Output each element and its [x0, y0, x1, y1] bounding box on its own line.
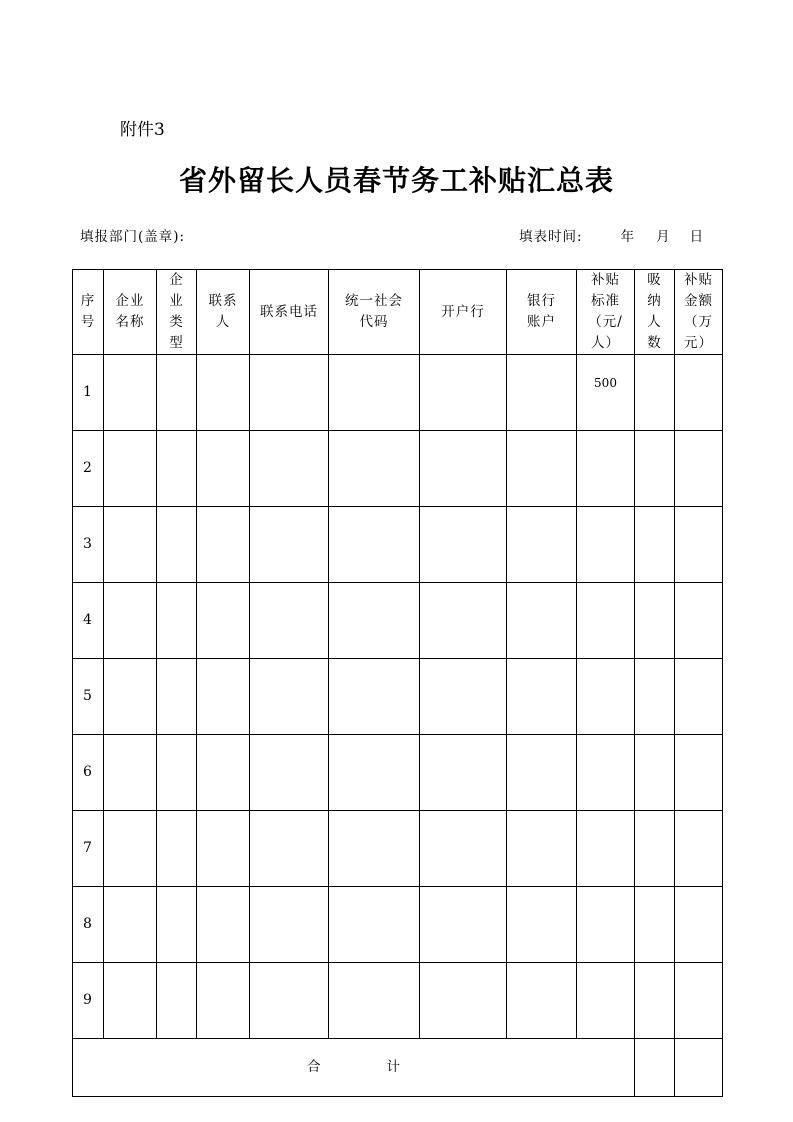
employees-absorbed-cell — [635, 735, 675, 811]
contact-person-cell — [197, 431, 250, 507]
header-cell-company-type: 企 业 类 型 — [157, 270, 197, 355]
employees-absorbed-cell — [635, 355, 675, 431]
bank-account-cell — [507, 811, 577, 887]
company-name-cell — [104, 811, 157, 887]
contact-person-cell — [197, 887, 250, 963]
year-label: 年 — [620, 229, 636, 245]
bank-account-cell — [507, 735, 577, 811]
bank-name-cell — [420, 355, 507, 431]
contact-person-cell — [197, 811, 250, 887]
contact-phone-cell — [250, 431, 329, 507]
bank-name-cell — [420, 583, 507, 659]
bank-name-cell — [420, 811, 507, 887]
social-credit-code-cell — [329, 963, 420, 1039]
month-label: 月 — [656, 229, 671, 245]
company-name-cell — [104, 735, 157, 811]
row-index-cell: 3 — [73, 507, 104, 583]
company-type-cell — [157, 735, 197, 811]
contact-phone-cell — [250, 735, 329, 811]
company-name-cell — [104, 355, 157, 431]
subsidy-amount-cell — [675, 887, 723, 963]
header-cell-bank-account: 银行 账户 — [507, 270, 577, 355]
subsidy-summary-table — [72, 269, 723, 1097]
employees-absorbed-cell — [635, 659, 675, 735]
bank-name-cell — [420, 887, 507, 963]
bank-account-cell — [507, 887, 577, 963]
company-name-cell — [104, 431, 157, 507]
subsidy-standard-cell — [577, 659, 635, 735]
header-cell-contact-person: 联系 人 — [197, 270, 250, 355]
contact-phone-cell — [250, 659, 329, 735]
header-cell-index: 序 号 — [73, 270, 104, 355]
bank-name-cell — [420, 659, 507, 735]
total-label-second: 计 — [386, 1059, 400, 1075]
subsidy-standard-cell: 500 — [577, 355, 635, 431]
header-cell-employees-absorbed: 吸 纳 人 数 — [635, 270, 675, 355]
contact-person-cell — [197, 735, 250, 811]
subsidy-amount-cell — [675, 811, 723, 887]
contact-phone-cell — [250, 507, 329, 583]
header-cell-company-name: 企业 名称 — [104, 270, 157, 355]
table-row — [73, 735, 723, 811]
company-type-cell — [157, 811, 197, 887]
contact-phone-cell — [250, 811, 329, 887]
social-credit-code-cell — [329, 355, 420, 431]
total-subsidy-amount-cell — [675, 1039, 723, 1097]
header-cell-subsidy-standard: 补贴 标准 （元/ 人） — [577, 270, 635, 355]
subsidy-amount-cell — [675, 963, 723, 1039]
employees-absorbed-cell — [635, 963, 675, 1039]
subsidy-standard-cell — [577, 507, 635, 583]
employees-absorbed-cell — [635, 431, 675, 507]
employees-absorbed-cell — [635, 811, 675, 887]
bank-name-cell — [420, 507, 507, 583]
document-title: 省外留长人员春节务工补贴汇总表 — [178, 164, 614, 197]
row-index-cell: 2 — [73, 431, 104, 507]
table-row — [73, 659, 723, 735]
table-row — [73, 355, 723, 431]
social-credit-code-cell — [329, 735, 420, 811]
company-type-cell — [157, 963, 197, 1039]
bank-account-cell — [507, 431, 577, 507]
company-type-cell — [157, 583, 197, 659]
bank-name-cell — [420, 963, 507, 1039]
header-cell-social-credit-code: 统一社会 代码 — [329, 270, 420, 355]
social-credit-code-cell — [329, 659, 420, 735]
subsidy-amount-cell — [675, 431, 723, 507]
bank-account-cell — [507, 507, 577, 583]
subsidy-standard-cell — [577, 583, 635, 659]
contact-phone-cell — [250, 963, 329, 1039]
table-row — [73, 811, 723, 887]
bank-account-cell — [507, 583, 577, 659]
subsidy-amount-cell — [675, 507, 723, 583]
contact-person-cell — [197, 659, 250, 735]
company-name-cell — [104, 583, 157, 659]
subsidy-standard-cell — [577, 963, 635, 1039]
bank-account-cell — [507, 659, 577, 735]
total-employees-absorbed-cell — [635, 1039, 675, 1097]
row-index-cell: 1 — [73, 355, 104, 431]
header-cell-bank-name: 开户行 — [420, 270, 507, 355]
row-index-cell: 4 — [73, 583, 104, 659]
table-row — [73, 963, 723, 1039]
header-cell-subsidy-amount: 补贴 金额 （万 元） — [675, 270, 723, 355]
subsidy-amount-cell — [675, 583, 723, 659]
company-name-cell — [104, 887, 157, 963]
subsidy-amount-cell — [675, 735, 723, 811]
company-type-cell — [157, 659, 197, 735]
total-row — [73, 1039, 723, 1097]
contact-person-cell — [197, 507, 250, 583]
company-name-cell — [104, 507, 157, 583]
employees-absorbed-cell — [635, 887, 675, 963]
contact-phone-cell — [250, 355, 329, 431]
bank-name-cell — [420, 431, 507, 507]
table-row — [73, 431, 723, 507]
table-row — [73, 583, 723, 659]
header-cell-contact-phone: 联系电话 — [250, 270, 329, 355]
total-label-first: 合 — [307, 1059, 321, 1075]
table-row — [73, 507, 723, 583]
row-index-cell: 6 — [73, 735, 104, 811]
employees-absorbed-cell — [635, 583, 675, 659]
fill-time-line — [519, 228, 704, 246]
company-type-cell — [157, 431, 197, 507]
fill-department-label: 填报部门(盖章): — [80, 229, 186, 245]
table-row — [73, 887, 723, 963]
company-name-cell — [104, 659, 157, 735]
bank-account-cell — [507, 355, 577, 431]
social-credit-code-cell — [329, 507, 420, 583]
bank-account-cell — [507, 963, 577, 1039]
subsidy-amount-cell — [675, 355, 723, 431]
bank-name-cell — [420, 735, 507, 811]
contact-phone-cell — [250, 887, 329, 963]
total-label-cell — [73, 1039, 635, 1097]
attachment-label: 附件3 — [120, 120, 165, 140]
social-credit-code-cell — [329, 583, 420, 659]
day-label: 日 — [689, 229, 705, 245]
social-credit-code-cell — [329, 431, 420, 507]
row-index-cell: 9 — [73, 963, 104, 1039]
subsidy-standard-cell — [577, 431, 635, 507]
contact-person-cell — [197, 583, 250, 659]
company-name-cell — [104, 963, 157, 1039]
social-credit-code-cell — [329, 887, 420, 963]
row-index-cell: 7 — [73, 811, 104, 887]
fill-time-label: 填表时间: — [519, 229, 583, 245]
company-type-cell — [157, 507, 197, 583]
table-header-row — [73, 270, 723, 355]
subsidy-standard-cell — [577, 811, 635, 887]
row-index-cell: 5 — [73, 659, 104, 735]
subsidy-amount-cell — [675, 659, 723, 735]
company-type-cell — [157, 355, 197, 431]
row-index-cell: 8 — [73, 887, 104, 963]
contact-phone-cell — [250, 583, 329, 659]
subsidy-standard-cell — [577, 887, 635, 963]
company-type-cell — [157, 887, 197, 963]
contact-person-cell — [197, 963, 250, 1039]
employees-absorbed-cell — [635, 507, 675, 583]
contact-person-cell — [197, 355, 250, 431]
social-credit-code-cell — [329, 811, 420, 887]
subsidy-standard-cell — [577, 735, 635, 811]
